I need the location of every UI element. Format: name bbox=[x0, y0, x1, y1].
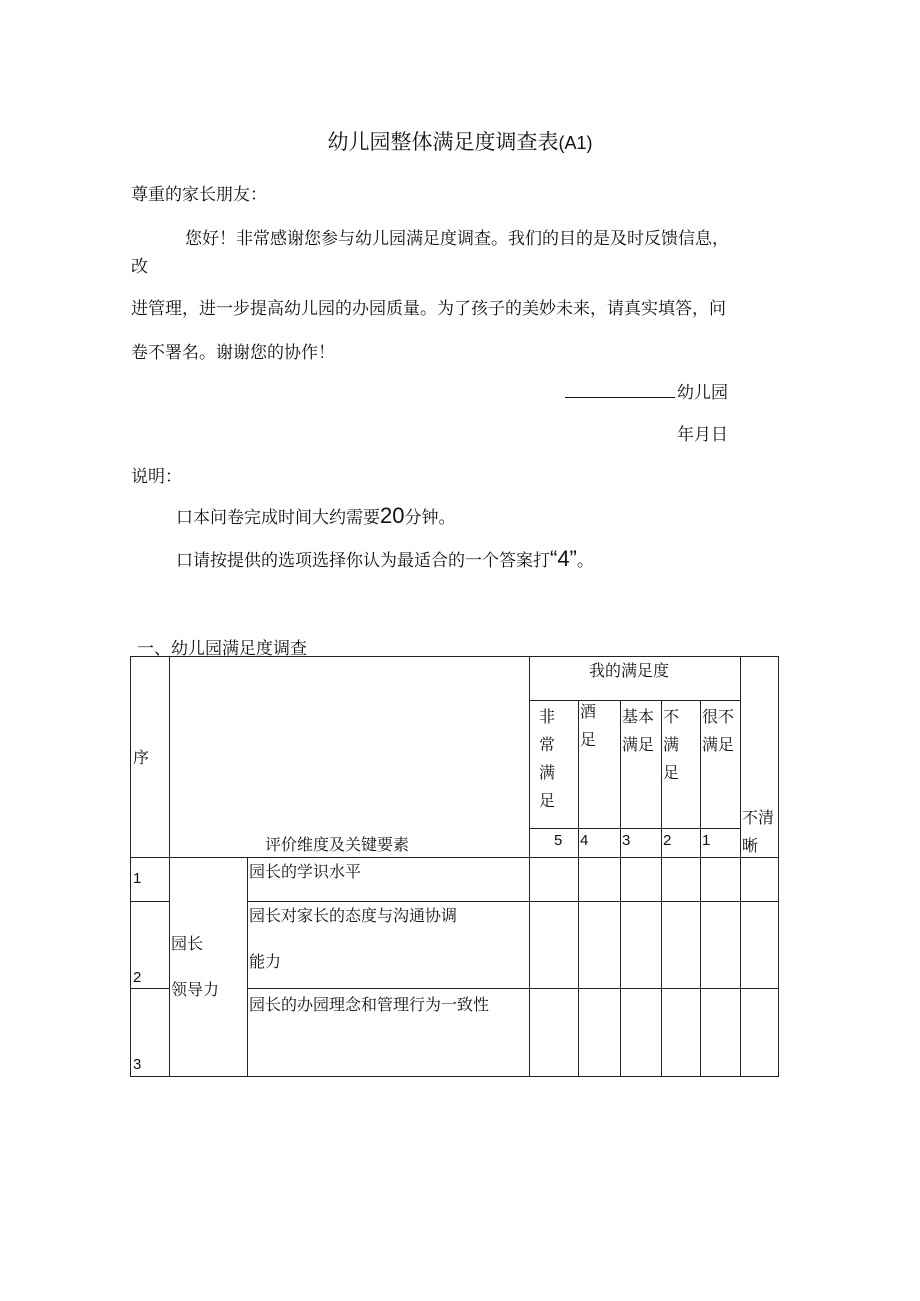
level-score-5 bbox=[530, 829, 579, 858]
header-criteria bbox=[170, 657, 530, 858]
greeting: 尊重的家长朋友： bbox=[131, 185, 267, 205]
note-2 bbox=[176, 546, 594, 572]
table-row bbox=[131, 858, 779, 902]
level-2-score: 2 bbox=[663, 832, 672, 849]
level-1-score: 1 bbox=[702, 832, 711, 849]
row-2-item bbox=[248, 902, 530, 989]
level-score-3 bbox=[621, 829, 662, 858]
signature-suffix: 幼儿园 bbox=[677, 383, 728, 403]
title-main: 幼儿园整体满足度调查表 bbox=[327, 130, 559, 154]
level-4-label: 酒足 bbox=[580, 702, 597, 749]
category-cell bbox=[170, 858, 248, 1077]
row-3-unclear[interactable] bbox=[741, 989, 779, 1077]
row-1-item-text: 园长的学识水平 bbox=[249, 862, 362, 881]
row-1-rating-5[interactable] bbox=[530, 858, 579, 902]
level-label-3 bbox=[621, 701, 662, 829]
row-2-item-line-2: 能力 bbox=[249, 952, 282, 971]
level-score-4 bbox=[579, 829, 621, 858]
row-1-item bbox=[248, 858, 530, 902]
level-1-label: 很不满足 bbox=[702, 707, 735, 754]
row-3-rating-5[interactable] bbox=[530, 989, 579, 1077]
row-3-rating-4[interactable] bbox=[579, 989, 621, 1077]
row-1-rating-1[interactable] bbox=[701, 858, 741, 902]
note-1-suffix: 分钟。 bbox=[404, 508, 456, 528]
intro-line-1: 您好！非常感谢您参与幼儿园满足度调查。我们的目的是及时反馈信息， bbox=[185, 229, 729, 249]
row-3-seq bbox=[131, 989, 170, 1077]
row-3-rating-2[interactable] bbox=[662, 989, 701, 1077]
level-2-label: 不满足 bbox=[663, 707, 680, 782]
intro-line-3: 卷不署名。谢谢您的协作！ bbox=[131, 343, 335, 363]
row-3-rating-1[interactable] bbox=[701, 989, 741, 1077]
row-1-rating-3[interactable] bbox=[621, 858, 662, 902]
row-2-unclear[interactable] bbox=[741, 902, 779, 989]
row-1-seq-text: 1 bbox=[133, 870, 142, 887]
row-3-seq-text: 3 bbox=[133, 1056, 142, 1073]
row-2-rating-3[interactable] bbox=[621, 902, 662, 989]
row-2-rating-1[interactable] bbox=[701, 902, 741, 989]
note-1-number: 20 bbox=[380, 503, 405, 528]
level-label-4 bbox=[579, 701, 621, 829]
note-2-prefix: 口请按提供的选项选择你认为最适合的一个答案打 bbox=[176, 551, 550, 571]
note-2-mark: “4” bbox=[550, 546, 577, 571]
intro-line-2: 进管理，进一步提高幼儿园的办园质量。为了孩子的美妙未来，请真实填答，问 bbox=[131, 299, 726, 319]
level-3-label: 基本满足 bbox=[622, 707, 655, 754]
category-line-1: 园长 bbox=[171, 934, 204, 953]
level-5-label: 非常满足 bbox=[539, 707, 556, 810]
row-2-item-line-1: 园长对家长的态度与沟通协调 bbox=[249, 906, 458, 925]
header-satisfaction bbox=[530, 657, 741, 701]
header-seq bbox=[131, 657, 170, 858]
row-2-seq-text: 2 bbox=[133, 969, 142, 986]
signature-line bbox=[565, 378, 728, 403]
page-title bbox=[0, 126, 920, 156]
header-seq-label: 序 bbox=[133, 748, 150, 767]
level-label-5 bbox=[530, 701, 579, 829]
level-label-2 bbox=[662, 701, 701, 829]
row-2-rating-4[interactable] bbox=[579, 902, 621, 989]
header-satisfaction-label: 我的满足度 bbox=[589, 661, 670, 680]
row-1-unclear[interactable] bbox=[741, 858, 779, 902]
row-1-rating-4[interactable] bbox=[579, 858, 621, 902]
signature-blank[interactable] bbox=[565, 381, 675, 398]
row-2-seq bbox=[131, 902, 170, 989]
row-1-rating-2[interactable] bbox=[662, 858, 701, 902]
row-2-rating-5[interactable] bbox=[530, 902, 579, 989]
level-label-1 bbox=[701, 701, 741, 829]
header-unclear bbox=[741, 657, 779, 858]
date-line: 年月日 bbox=[677, 425, 728, 445]
header-unclear-label: 不清晰 bbox=[742, 808, 775, 855]
level-score-2 bbox=[662, 829, 701, 858]
level-score-1 bbox=[701, 829, 741, 858]
title-code: (A1) bbox=[558, 133, 593, 153]
section-heading: 一、幼儿园满足度调查 bbox=[137, 639, 307, 659]
note-1 bbox=[176, 503, 455, 529]
intro-line-1b: 改 bbox=[131, 257, 148, 277]
category-line-2: 领导力 bbox=[171, 980, 220, 999]
survey-table bbox=[130, 656, 779, 1077]
row-3-rating-3[interactable] bbox=[621, 989, 662, 1077]
note-2-suffix: 。 bbox=[576, 551, 594, 571]
row-3-item-text: 园长的办园理念和管理行为一致性 bbox=[249, 995, 490, 1014]
level-4-score: 4 bbox=[580, 832, 589, 849]
header-criteria-label: 评价维度及关键要素 bbox=[265, 835, 410, 854]
level-3-score: 3 bbox=[622, 832, 631, 849]
notes-heading: 说明： bbox=[131, 467, 182, 487]
row-1-seq bbox=[131, 858, 170, 902]
level-5-score: 5 bbox=[554, 832, 563, 849]
row-3-item bbox=[248, 989, 530, 1077]
note-1-prefix: 口本问卷完成时间大约需要 bbox=[176, 508, 380, 528]
row-2-rating-2[interactable] bbox=[662, 902, 701, 989]
